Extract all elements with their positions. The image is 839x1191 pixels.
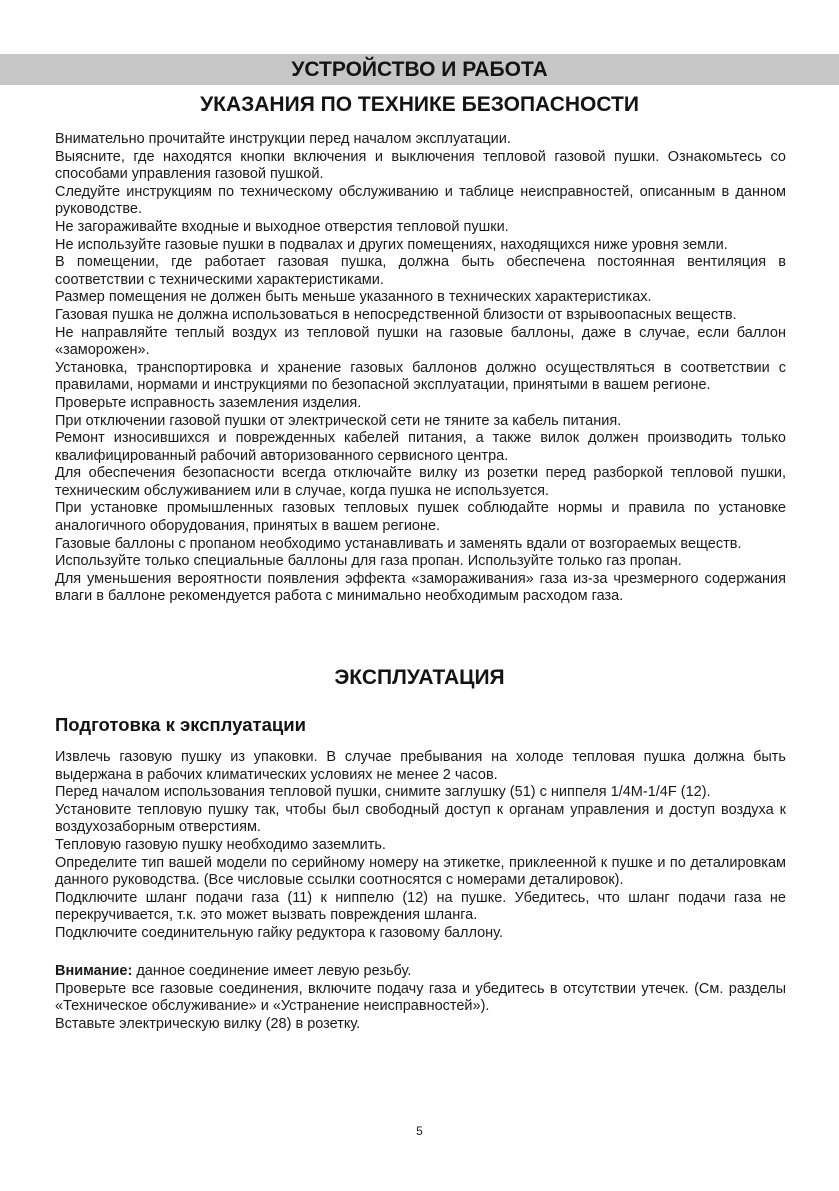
operation-item: Подключите соединительную гайку редуктора к газовому баллону. — [55, 924, 503, 941]
operation-subtitle: Подготовка к эксплуатации — [55, 714, 306, 735]
operation-item: Определите тип вашей модели по серийному номеру на этикетке, приклеенной к пушке и по деталировкам данного руководства. (Все числовые ссылки соотносятся с номерами деталировок). — [55, 854, 786, 889]
operation-item: Подключите шланг подачи газа (11) к ниппелю (12) на пушке. Убедитесь, что шланг подачи газа не перекручивается, т.к. это может вызвать повреждения шланга. — [55, 889, 786, 924]
safety-item: При установке промышленных газовых тепловых пушек соблюдайте нормы и правила по установке аналогичного оборудования, принятых в вашем регионе. — [55, 500, 786, 535]
safety-item: Не используйте газовые пушки в подвалах и других помещениях, находящихся ниже уровня земли. — [55, 236, 728, 253]
operation-instructions — [55, 749, 786, 943]
safety-item: В помещении, где работает газовая пушка, должна быть обеспечена постоянная вентиляция в соответствии с техническими характеристиками. — [55, 254, 786, 288]
safety-item: Для обеспечения безопасности всегда отключайте вилку из розетки перед разборкой тепловой пушки, техническим обслуживанием или в случае, когда пушка не используется. — [55, 465, 786, 499]
operation-item: Вставьте электрическую вилку (28) в розетку. — [55, 1015, 361, 1032]
safety-item: Не направляйте теплый воздух из тепловой пушки на газовые баллоны, даже в случае, если баллон «заморожен». — [55, 324, 786, 359]
operation-title: ЭКСПЛУАТАЦИЯ — [334, 666, 505, 689]
safety-item: Используйте только специальные баллоны для газа пропан. Используйте только газ пропан. — [55, 553, 682, 570]
safety-item: Установка, транспортировка и хранение газовых баллонов должно осуществляться в соответствии с правилами, нормами и инструкциями по безопасной эксплуатации, принятыми в вашем регионе. — [55, 359, 786, 394]
warning-label: Внимание: — [55, 963, 133, 979]
safety-item: Следуйте инструкциям по техническому обслуживанию и таблице неисправностей, описанным в данном руководстве. — [55, 183, 786, 218]
section-header-bar — [0, 54, 839, 85]
safety-item: Газовая пушка не должна использоваться в непосредственной близости от взрывоопасных веществ. — [55, 306, 737, 323]
safety-title: УКАЗАНИЯ ПО ТЕХНИКЕ БЕЗОПАСНОСТИ — [200, 93, 639, 116]
operation-item: Установите тепловую пушку так, чтобы был свободный доступ к органам управления и доступ воздуха к воздухозаборным отверстиям. — [55, 801, 786, 836]
warning-text: данное соединение имеет левую резьбу. — [132, 963, 412, 979]
section-header-title: УСТРОЙСТВО И РАБОТА — [291, 58, 548, 81]
safety-item: Ремонт износившихся и поврежденных кабелей питания, а также вилок должен производить только квалифицированный рабочий авторизованного сервисного центра. — [55, 430, 786, 464]
safety-item: Газовые баллоны с пропаном необходимо устанавливать и заменять вдали от возгораемых веществ. — [55, 535, 742, 552]
safety-item: Проверьте исправность заземления изделия. — [55, 394, 362, 411]
warning-paragraph — [55, 963, 786, 981]
safety-item: Для уменьшения вероятности появления эффекта «замораживания» газа из-за чрезмерного содержания влаги в баллоне рекомендуется работа с минимально необходимым расходом газа. — [55, 570, 786, 605]
safety-instructions — [55, 131, 786, 606]
safety-item: Не загораживайте входные и выходное отверстия тепловой пушки. — [55, 218, 509, 235]
operation-warning-block — [55, 963, 786, 1033]
safety-item: Размер помещения не должен быть меньше указанного в технических характеристиках. — [55, 289, 652, 306]
operation-item: Проверьте все газовые соединения, включите подачу газа и убедитесь в отсутствии утечек. (См. разделы «Техническое обслуживание» и «Устранение неисправностей»). — [55, 980, 786, 1015]
operation-item: Тепловую газовую пушку необходимо заземлить. — [55, 836, 386, 853]
safety-item: При отключении газовой пушки от электрической сети не тяните за кабель питания. — [55, 412, 622, 429]
safety-item: Выясните, где находятся кнопки включения и выключения тепловой газовой пушки. Ознакомьтесь со способами управления газовой пушкой. — [55, 148, 786, 183]
safety-item: Внимательно прочитайте инструкции перед началом эксплуатации. — [55, 131, 511, 147]
operation-item: Перед началом использования тепловой пушки, снимите заглушку (51) с ниппеля 1/4M-1/4F (12). — [55, 784, 711, 801]
page-number: 5 — [416, 1124, 423, 1138]
operation-item: Извлечь газовую пушку из упаковки. В случае пребывания на холоде тепловая пушка должна быть выдержана в рабочих климатических условиях не менее 2 часов. — [55, 749, 786, 783]
